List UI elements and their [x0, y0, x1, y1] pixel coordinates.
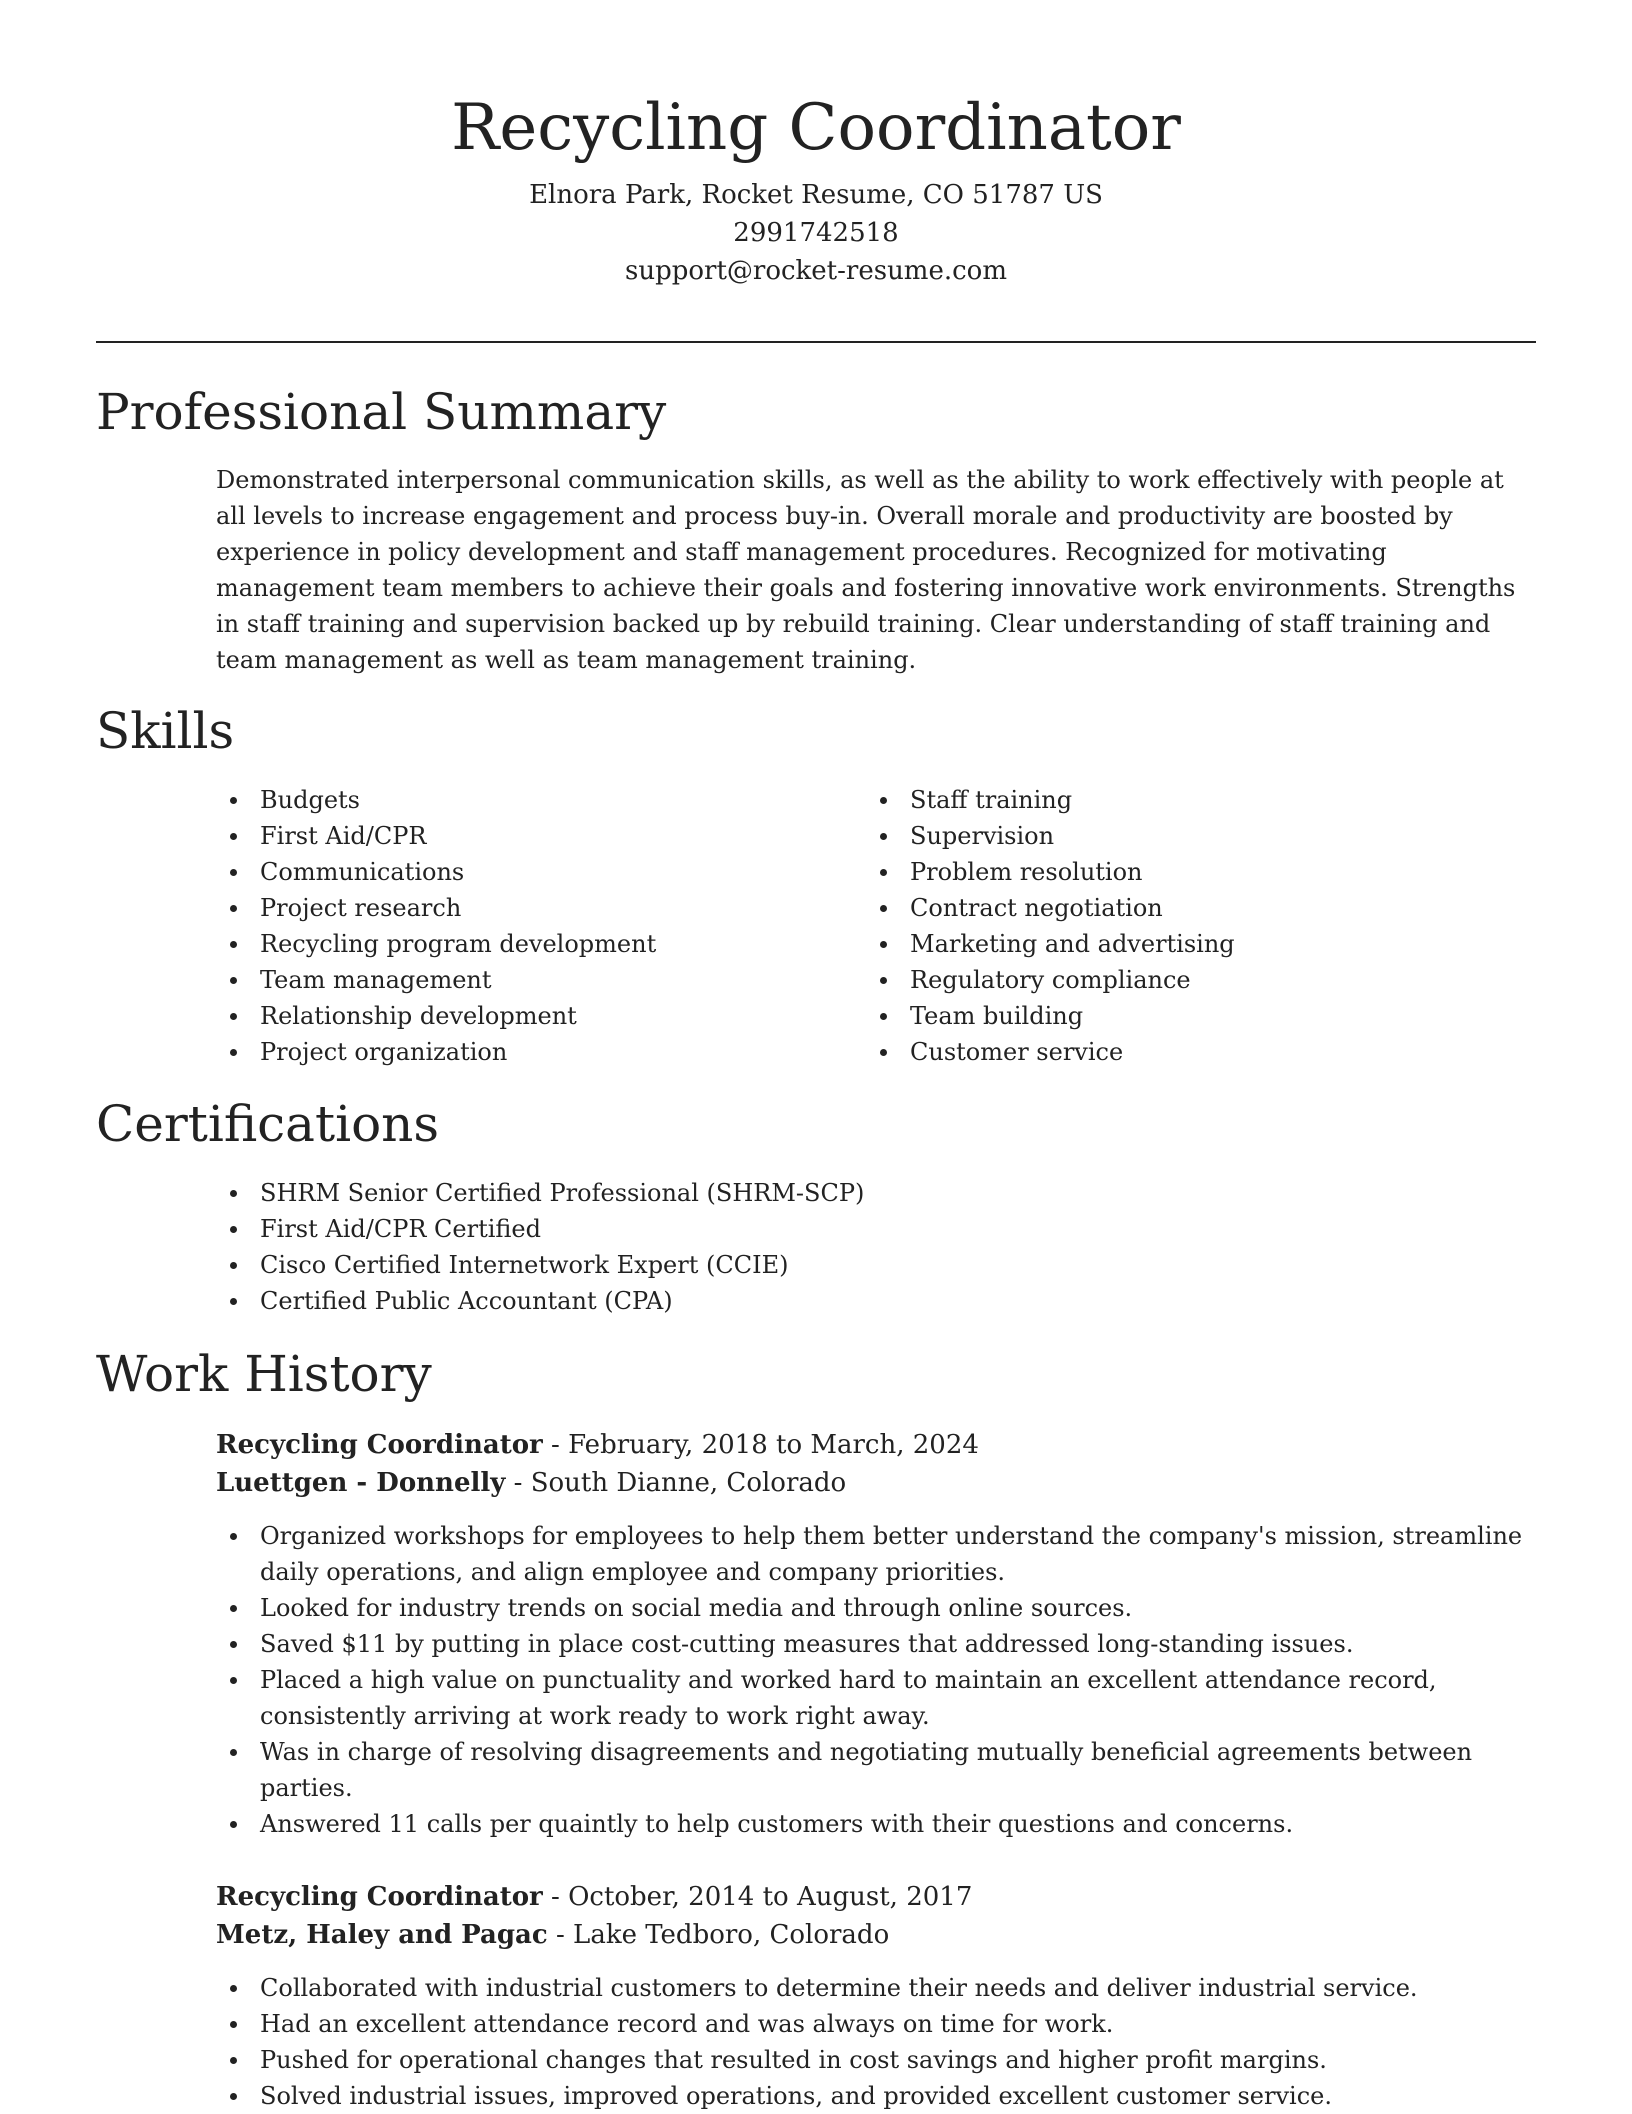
- skills-column-right: [866, 782, 1486, 1070]
- certification-item: Cisco Certified Internetwork Expert (CCIE): [216, 1247, 1536, 1283]
- skill-item: Recycling program development: [216, 926, 836, 962]
- job-duty-item: Collaborated with industrial customers to determine their needs and deliver industrial service.: [216, 1970, 1536, 2006]
- job-title-line: [216, 1426, 1536, 1464]
- job-title: Recycling Coordinator: [216, 1430, 543, 1460]
- resume-header: [96, 80, 1536, 290]
- job-duties-list: [216, 1970, 1536, 2114]
- job-duty-item: Looked for industry trends on social media and through online sources.: [216, 1590, 1536, 1626]
- job-title: Recycling Coordinator: [216, 1882, 543, 1912]
- header-divider: [96, 341, 1536, 343]
- certifications-section: [216, 1175, 1536, 1319]
- job-company: Luettgen - Donnelly: [216, 1468, 506, 1498]
- job-duties-list: [216, 1518, 1536, 1842]
- skill-item: First Aid/CPR: [216, 818, 836, 854]
- certification-item: SHRM Senior Certified Professional (SHRM-SCP): [216, 1175, 1536, 1211]
- job-duty-item: Organized workshops for employees to help them better understand the company's mission, streamline daily operations, and align employee and company priorities.: [216, 1518, 1536, 1590]
- job-entry: [216, 1878, 1536, 2114]
- skill-item: Marketing and advertising: [866, 926, 1486, 962]
- skill-item: Problem resolution: [866, 854, 1486, 890]
- skills-heading: Skills: [96, 702, 235, 760]
- skill-item: Project organization: [216, 1034, 836, 1070]
- skill-item: Team building: [866, 998, 1486, 1034]
- job-location: - Lake Tedboro, Colorado: [547, 1920, 890, 1950]
- skill-item: Communications: [216, 854, 836, 890]
- skill-item: Staff training: [866, 782, 1486, 818]
- job-duty-item: Saved $11 by putting in place cost-cutting measures that addressed long-standing issues.: [216, 1626, 1536, 1662]
- job-duty-item: Answered 11 calls per quaintly to help customers with their questions and concerns.: [216, 1806, 1536, 1842]
- skill-item: Regulatory compliance: [866, 962, 1486, 998]
- summary-heading: Professional Summary: [96, 383, 667, 441]
- certification-item: Certified Public Accountant (CPA): [216, 1283, 1536, 1319]
- skill-item: Budgets: [216, 782, 836, 818]
- job-duty-item: Was in charge of resolving disagreements and negotiating mutually beneficial agreements between parties.: [216, 1734, 1536, 1806]
- contact-email: support@rocket-resume.com: [624, 256, 1007, 286]
- job-duty-item: Solved industrial issues, improved operations, and provided excellent customer service.: [216, 2078, 1536, 2114]
- skill-item: Relationship development: [216, 998, 836, 1034]
- job-company: Metz, Haley and Pagac: [216, 1920, 548, 1950]
- skill-item: Customer service: [866, 1034, 1486, 1070]
- certifications-heading: Certifications: [96, 1095, 440, 1153]
- job-duty-item: Had an excellent attendance record and was always on time for work.: [216, 2006, 1536, 2042]
- skills-column-left: [216, 782, 836, 1070]
- summary-text: Demonstrated interpersonal communication skills, as well as the ability to work effectively with people at all levels to increase engagement and process buy-in. Overall morale and productivity are boosted by experience in policy development and staff management procedures. Recognized for motivating management team members to achieve their goals and fostering innovative work environments. Strengths in staff training and supervision backed up by rebuild training. Clear understanding of staff training and team management as well as team management training.: [216, 466, 1516, 674]
- skills-list-left: [216, 782, 836, 1070]
- job-company-line: [216, 1916, 1536, 1954]
- job-entry: [216, 1426, 1536, 1842]
- job-dates: - February, 2018 to March, 2024: [542, 1430, 979, 1460]
- skill-item: Project research: [216, 890, 836, 926]
- contact-phone: 2991742518: [733, 218, 899, 248]
- job-title-line: [216, 1878, 1536, 1916]
- job-location: - South Dianne, Colorado: [505, 1468, 847, 1498]
- job-duty-item: Placed a high value on punctuality and worked hard to maintain an excellent attendance record, consistently arriving at work ready to work right away.: [216, 1662, 1536, 1734]
- certification-item: First Aid/CPR Certified: [216, 1211, 1536, 1247]
- candidate-name: Recycling Coordinator: [451, 91, 1181, 165]
- skill-item: Supervision: [866, 818, 1486, 854]
- skill-item: Contract negotiation: [866, 890, 1486, 926]
- work-history-heading: Work History: [96, 1345, 432, 1403]
- job-duty-item: Pushed for operational changes that resulted in cost savings and higher profit margins.: [216, 2042, 1536, 2078]
- contact-address: Elnora Park, Rocket Resume, CO 51787 US: [529, 180, 1103, 210]
- skills-list-right: [866, 782, 1486, 1070]
- certifications-list: [216, 1175, 1536, 1319]
- job-dates: - October, 2014 to August, 2017: [542, 1882, 973, 1912]
- skill-item: Team management: [216, 962, 836, 998]
- job-company-line: [216, 1464, 1536, 1502]
